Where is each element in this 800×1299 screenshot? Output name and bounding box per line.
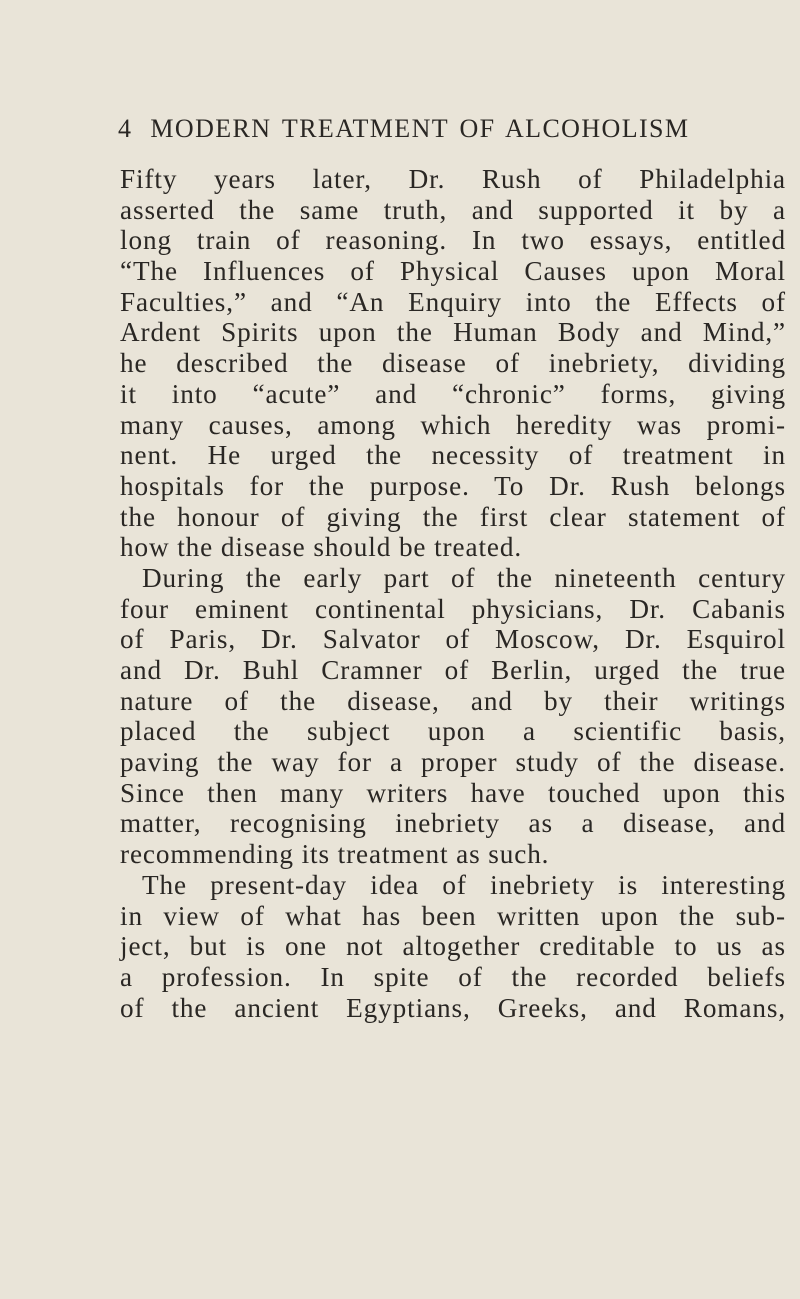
text-line: Since then many writers have touched upon this [120,777,786,808]
text-line: asserted the same truth, and supported it by a [120,194,786,225]
text-line: four eminent continental physicians, Dr. Cabanis [120,593,786,624]
text-line: paving the way for a proper study of the disease. [120,747,786,778]
text-line: he described the disease of inebriety, dividing [120,348,786,379]
text-line: it into “acute” and “chronic” forms, giving [120,378,786,409]
text-line: The present-day idea of inebriety is interesting [142,869,786,900]
text-line: Faculties,” and “An Enquiry into the Effects of [120,286,786,317]
text-line: how the disease should be treated. [120,532,523,563]
text-line: nent. He urged the necessity of treatment in [120,440,786,471]
running-header [118,114,688,154]
text-line: matter, recognising inebriety as a disease, and [120,808,786,839]
text-line: During the early part of the nineteenth century [142,562,786,593]
text-line: Fifty years later, Dr. Rush of Philadelphia [120,164,786,194]
text-line: recommending its treatment as such. [120,839,550,870]
text-line: the honour of giving the first clear statement of [120,501,786,532]
text-line: a profession. In spite of the recorded beliefs [120,961,786,992]
text-line: “The Influences of Physical Causes upon Moral [120,256,786,287]
text-line: and Dr. Buhl Cramner of Berlin, urged the true [120,655,786,685]
text-line: nature of the disease, and by their writings [120,685,786,716]
body-text [120,164,786,1023]
text-line: of Paris, Dr. Salvator of Moscow, Dr. Esquirol [120,624,786,655]
text-line: long train of reasoning. In two essays, entitled [120,225,786,256]
text-line: ject, but is one not altogether creditable to us as [120,931,786,962]
chapter-title: MODERN TREATMENT OF ALCOHOLISM [150,114,690,143]
text-line: hospitals for the purpose. To Dr. Rush belongs [120,470,786,501]
text-line: many causes, among which heredity was promi- [120,409,786,440]
text-line: in view of what has been written upon the sub- [120,900,786,931]
text-line: Ardent Spirits upon the Human Body and Mind,” [120,317,786,348]
text-line: of the ancient Egyptians, Greeks, and Romans, [120,992,786,1023]
text-line: placed the subject upon a scientific basis, [120,716,786,747]
page-number: 4 [118,114,133,143]
